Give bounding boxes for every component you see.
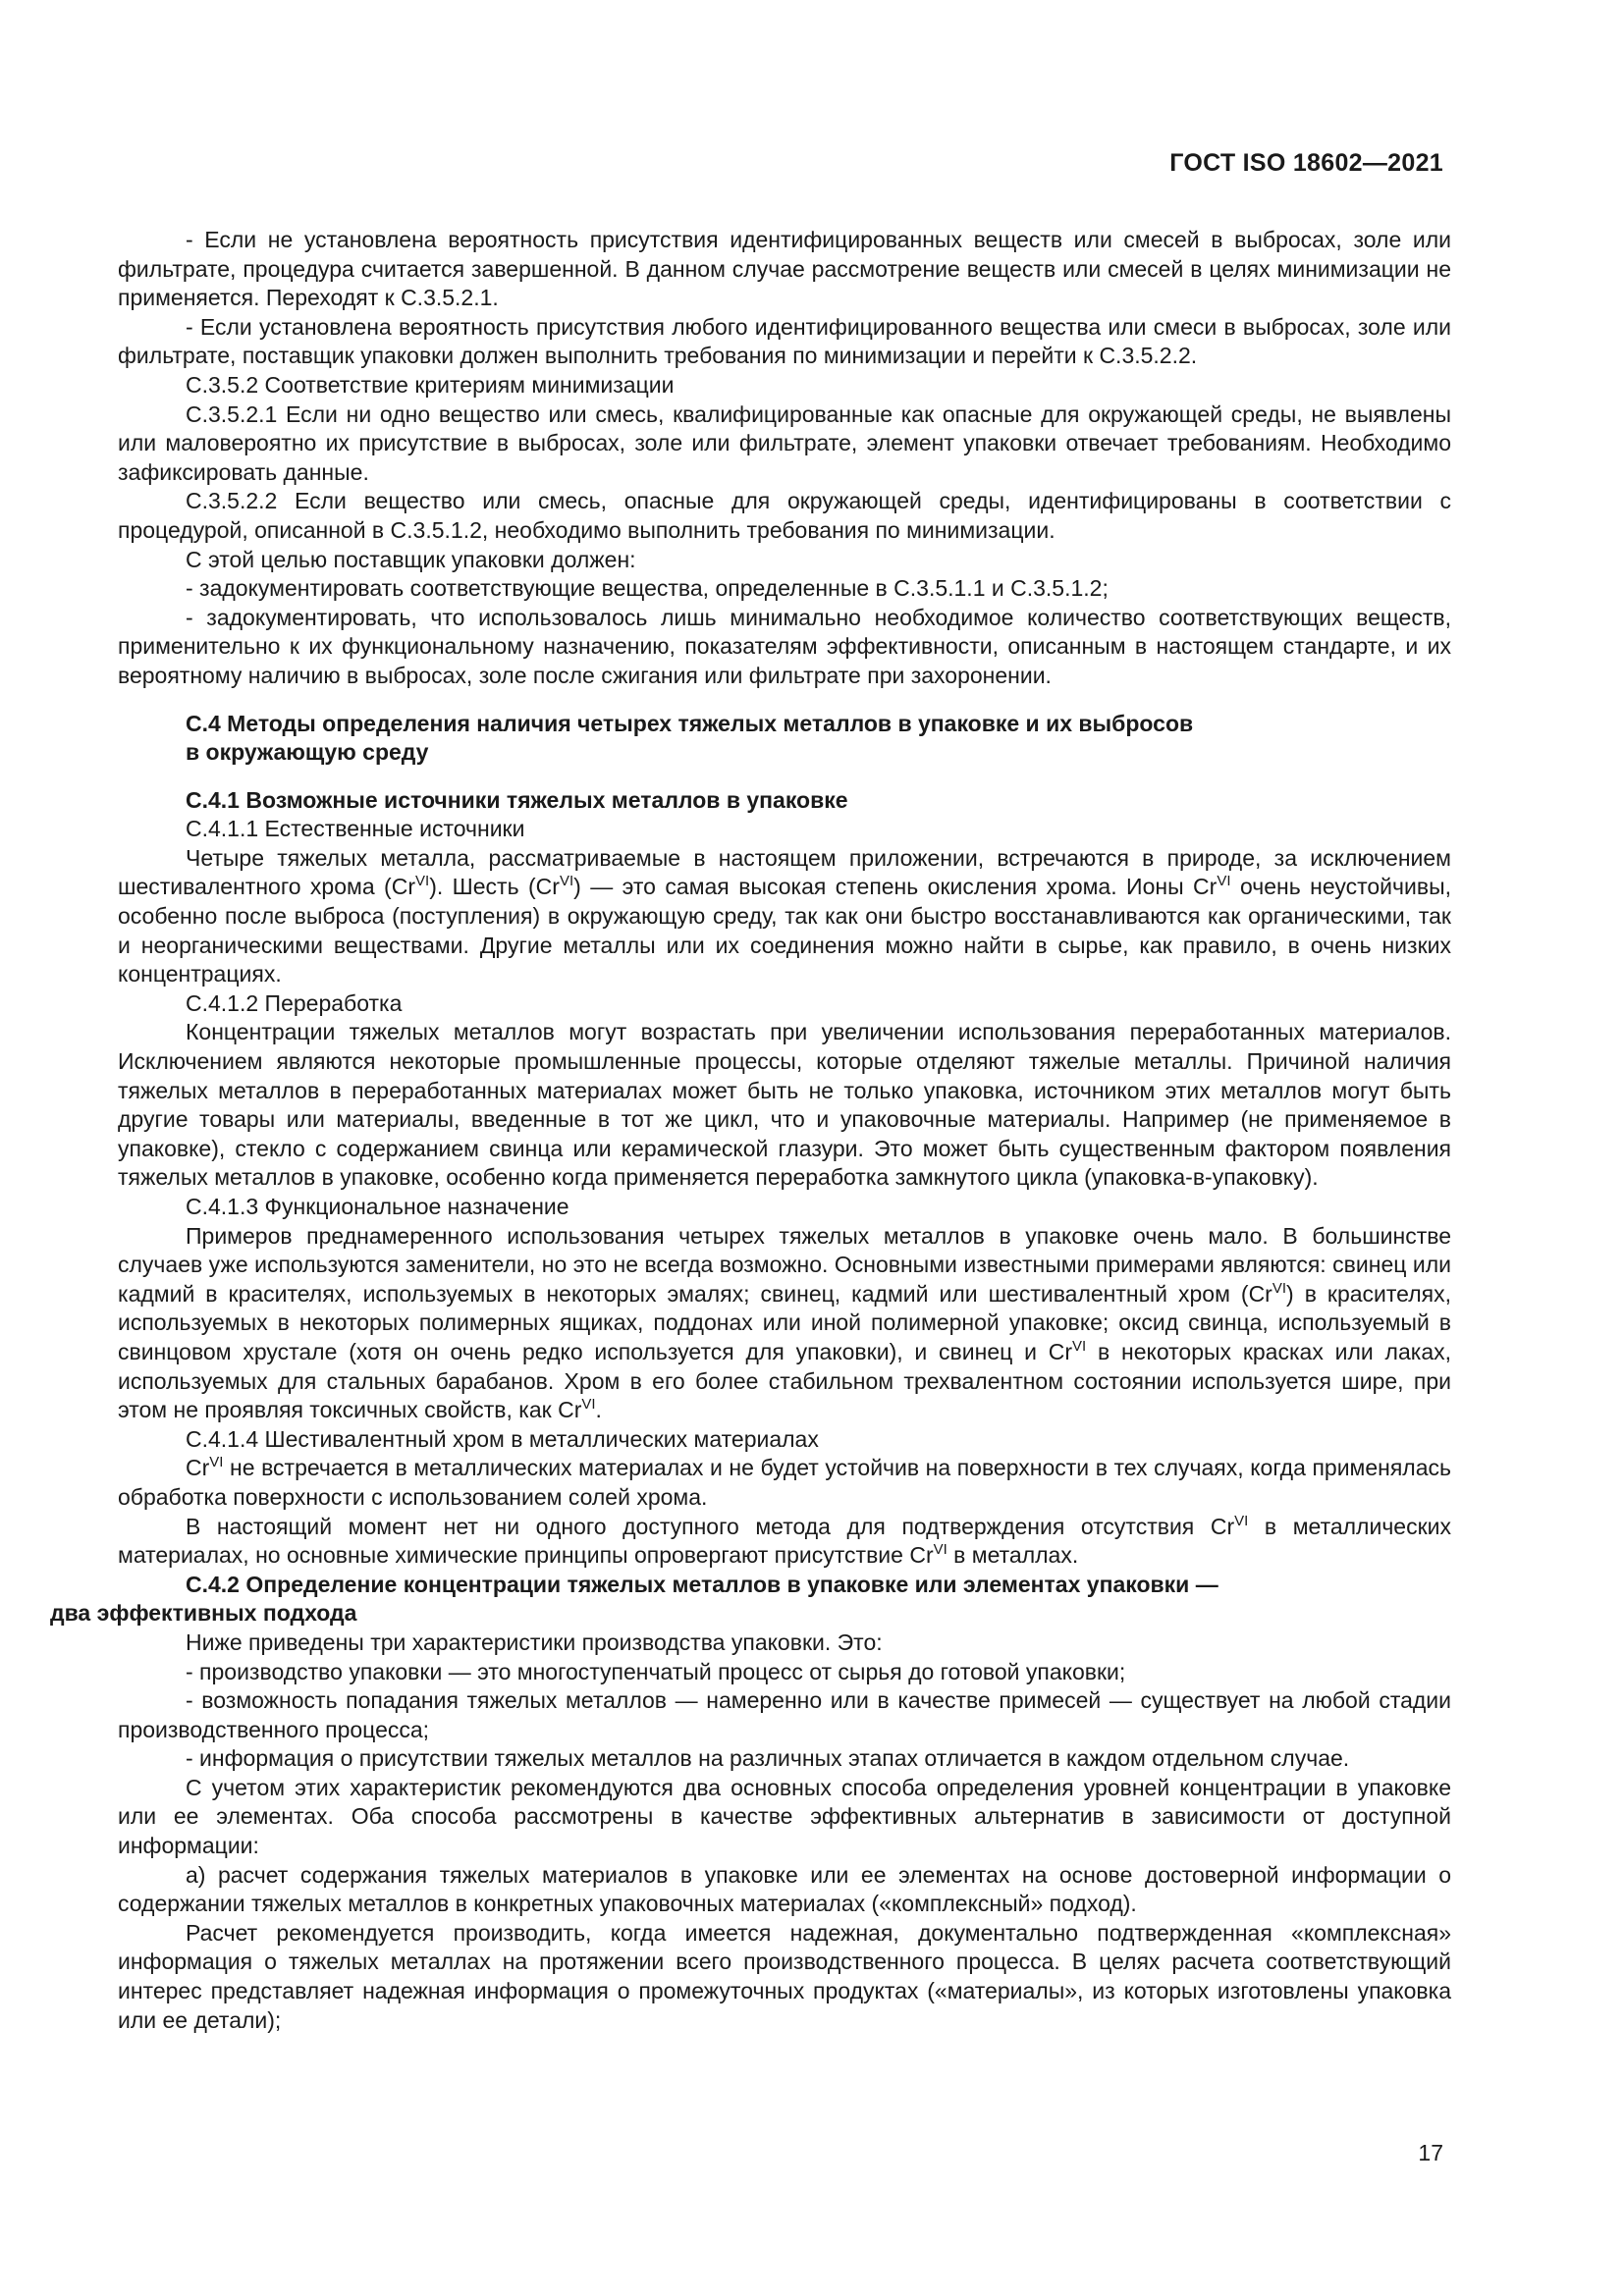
paragraph: [118, 844, 1451, 989]
list-item: - производство упаковки — это многоступенчатый процесс от сырья до готовой упаковки;: [186, 1658, 1126, 1684]
section-title-line: в окружающую среду: [186, 739, 429, 766]
paragraph: С учетом этих характеристик рекомендуются два основных способа определения уровней концентрации в упаковке или ее элементах. Оба способа рассмотрены в качестве эффективных альтернатив в зависимости от доступной информации:: [118, 1774, 1451, 1859]
cr-vi-term: $Cr^{VI}$: [558, 1396, 596, 1423]
text-run: В настоящий момент нет ни одного доступного метода для подтверждения отсутствия: [186, 1513, 1211, 1539]
list-item: - задокументировать, что использовалось лишь минимально необходимое количество соответствующих веществ, применительно к их функциональному назначению, показателям эффективности, описанным в настоящем стандарте, и их вероятному наличию в выбросах, золе после сжигания или фильтрате при захоронении.: [118, 604, 1451, 688]
cr-vi-term: $Cr^{VI}$: [909, 1541, 947, 1569]
paragraph: Ниже приведены три характеристики производства упаковки. Это:: [186, 1629, 883, 1655]
text-run: очень неустойчивы, особенно после выброса (поступления) в окружающую среду, так как они быстро восстанавливаются как органическими, так и неорганическими веществами. Другие металлы или их соединения можно найти в сырье, как правило, в очень низких концентрациях.: [118, 874, 1451, 988]
subsection-title: С.3.5.2 Соответствие критериям минимизации: [186, 371, 675, 398]
cr-vi-term: $Cr^{VI}$: [1193, 873, 1231, 900]
cr-vi-term: $Cr^{VI}$: [1048, 1337, 1087, 1364]
cr-vi-term: $Cr^{VI}$: [535, 873, 574, 900]
document-code: ГОСТ ISO 18602—2021: [1169, 149, 1443, 177]
paragraph: Расчет рекомендуется производить, когда имеется надежная, документально подтвержденная «комплексная» информация о тяжелых металлах на протяжении всего производственного процесса. В целях расчета соответствующий интерес представляет надежная информация о промежуточных продуктах («материалы», из которых изготовлены упаковка или ее детали);: [118, 1919, 1451, 2033]
list-item: - информация о присутствии тяжелых металлов на различных этапах отличается в каждом отдельном случае.: [186, 1745, 1350, 1772]
paragraph: - Если не установлена вероятность присутствия идентифицированных веществ или смесей в выбросах, золе или фильтрате, процедура считается завершенной. В данном случае рассмотрение веществ или смесей в целях минимизации не применяется. Переходят к С.3.5.2.1.: [118, 227, 1451, 311]
page-number: 17: [1418, 2140, 1443, 2165]
subsection-title: [50, 1571, 1451, 1629]
list-item: - задокументировать соответствующие вещества, определенные в С.3.5.1.1 и С.3.5.1.2;: [186, 575, 1109, 602]
clause-title: С.4.1.3 Функциональное назначение: [186, 1194, 569, 1219]
text-run: в металлах.: [947, 1542, 1079, 1569]
list-item: а) расчет содержания тяжелых материалов в упаковке или ее элементах на основе достоверной информации о содержании тяжелых металлов в конкретных упаковочных материалах («комплексный» подход).: [118, 1861, 1451, 1917]
section-title-line: С.4 Методы определения наличия четырех тяжелых металлов в упаковке и их выбросов: [186, 710, 1194, 736]
text-run: не встречается в металлических материалах и не будет устойчив на поверхности в тех случаях, когда применялась обработка поверхности с использованием солей хрома.: [118, 1455, 1451, 1510]
text-run: ). Шесть (: [429, 874, 536, 900]
paragraph: [118, 1454, 1451, 1512]
text-run: в некоторых красках или лаках, используемых для стальных барабанов. Хром в его более стабильном трехвалентном состоянии используется шире, при этом не проявляя токсичных свойств, как: [118, 1338, 1452, 1423]
clause-title: С.4.1.2 Переработка: [186, 989, 403, 1016]
paragraph: С этой целью поставщик упаковки должен:: [186, 546, 636, 572]
paragraph: С.3.5.2.2 Если вещество или смесь, опасные для окружающей среды, идентифицированы в соответствии с процедурой, описанной в С.3.5.1.2, необходимо выполнить требования по минимизации.: [118, 488, 1451, 543]
text-run: Примеров преднамеренного использования четырех тяжелых металлов в упаковке очень мало. В большинстве случаев уже используются заменители, но это не всегда возможно. Основными известными примерами являются: свинец или кадмий в красителях, используемых в некоторых эмалях; свинец, кадмий или шестивалентный хром (: [118, 1222, 1451, 1307]
clause-title: С.4.1.1 Естественные источники: [186, 816, 525, 842]
cr-vi-term: $Cr^{VI}$: [1210, 1512, 1249, 1539]
cr-vi-term: $Cr^{VI}$: [186, 1454, 224, 1481]
page-content: [50, 226, 1452, 2035]
text-run: Четыре тяжелых металла, рассматриваемые в настоящем приложении, встречаются в природе, за исключением шестивалентного хрома (: [118, 844, 1451, 900]
cr-vi-term: $Cr^{VI}$: [391, 873, 430, 900]
paragraph: С.3.5.2.1 Если ни одно вещество или смесь, квалифицированные как опасные для окружающей среды, не выявлены или маловероятно их присутствие в выбросах, золе или фильтрате, элемент упаковки отвечает требованиям. Необходимо зафиксировать данные.: [118, 400, 1451, 485]
text-run: .: [595, 1397, 602, 1423]
list-item: - возможность попадания тяжелых металлов — намеренно или в качестве примесей — существует на любой стадии производственного процесса;: [118, 1687, 1451, 1742]
cr-vi-term: $Cr^{VI}$: [1248, 1279, 1287, 1307]
text-run: в металлических материалах, но основные химические принципы опровергают присутствие: [118, 1513, 1452, 1569]
text-run: ) — это самая высокая степень окисления хрома. Ионы: [573, 874, 1194, 900]
paragraph: Концентрации тяжелых металлов могут возрастать при увеличении использования переработанных материалов. Исключением являются некоторые промышленные процессы, которые отделяют тяжелые металлы. Причиной наличия тяжелых металлов в переработанных материалах может быть не только упаковка, источником этих металлов могут быть другие товары или материалы, введенные в тот же цикл, что и упаковочные материалы. Например (не применяемое в упаковке), стекло с содержанием свинца или керамической глазури. Это может быть существенным фактором появления тяжелых металлов в упаковке, особенно когда применяется переработка замкнутого цикла (упаковка-в-упаковку).: [118, 1019, 1451, 1191]
section-title: [118, 710, 1451, 768]
clause-title: С.4.1.4 Шестивалентный хром в металлических материалах: [186, 1425, 819, 1452]
paragraph: - Если установлена вероятность присутствия любого идентифицированного вещества или смеси в выбросах, золе или фильтрате, поставщик упаковки должен выполнить требования по минимизации и перейти к С.3.5.2.2.: [118, 313, 1451, 369]
subsection-title-line: С.4.2 Определение концентрации тяжелых металлов в упаковке или элементах упаковки —: [186, 1571, 1218, 1597]
paragraph: [118, 1222, 1451, 1425]
subsection-title-line: два эффективных подхода: [50, 1600, 357, 1627]
paragraph: [118, 1513, 1451, 1571]
text-run: ) в красителях, используемых в некоторых полимерных ящиках, поддонах или иной полимерной упаковке; оксид свинца, используемый в свинцовом хрустале (хотя он очень редко используется для упаковки), и свинец и: [118, 1280, 1451, 1364]
subsection-title: С.4.1 Возможные источники тяжелых металлов в упаковке: [186, 786, 848, 813]
